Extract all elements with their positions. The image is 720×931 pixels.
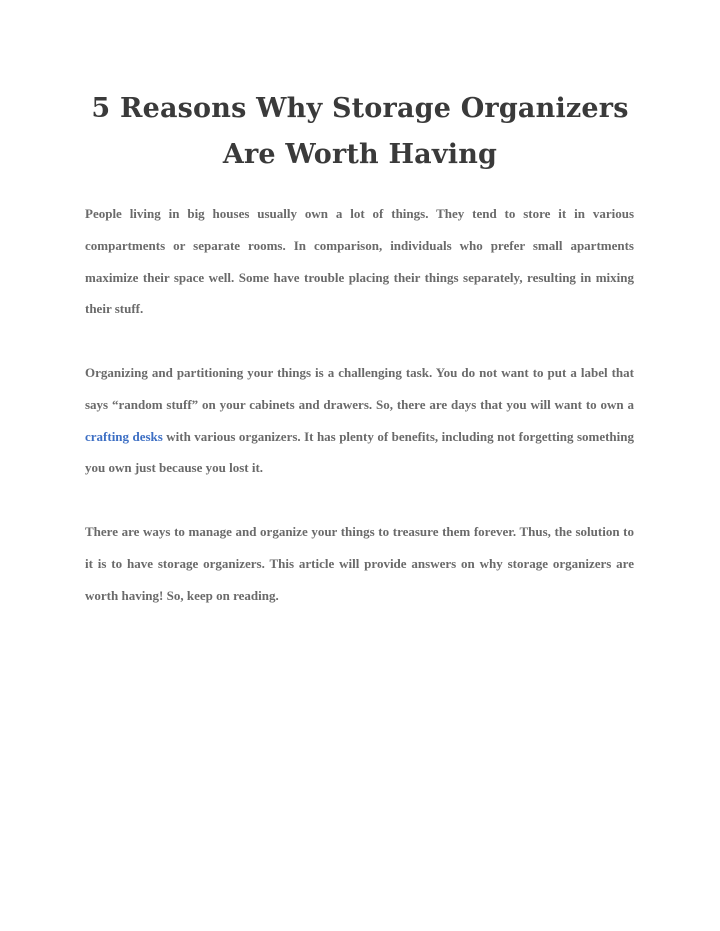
crafting-desks-link[interactable]: crafting desks xyxy=(85,428,163,444)
paragraph-organizing xyxy=(85,357,634,484)
paragraph-solution: There are ways to manage and organize your things to treasure them forever. Thus, the solution to it is to have storage organizers. This article will provide answers on why storage organizers are worth having! So, keep on reading. xyxy=(85,524,634,603)
paragraph-intro: People living in big houses usually own a lot of things. They tend to store it in various compartments or separate rooms. In comparison, individuals who prefer small apartments maximize their space well. Some have trouble placing their things separately, resulting in mixing their stuff. xyxy=(85,206,634,317)
page-title: 5 Reasons Why Storage Organizers Are Worth Having xyxy=(91,93,629,170)
paragraph-text-after-link: with various organizers. It has plenty of benefits, including not forgetting something you own just because you lost it. xyxy=(85,428,634,476)
paragraph-text-before-link: Organizing and partitioning your things is a challenging task. You do not want to put a label that says “random stuff” on your cabinets and drawers. So, there are days that you will want to own a xyxy=(85,365,634,412)
